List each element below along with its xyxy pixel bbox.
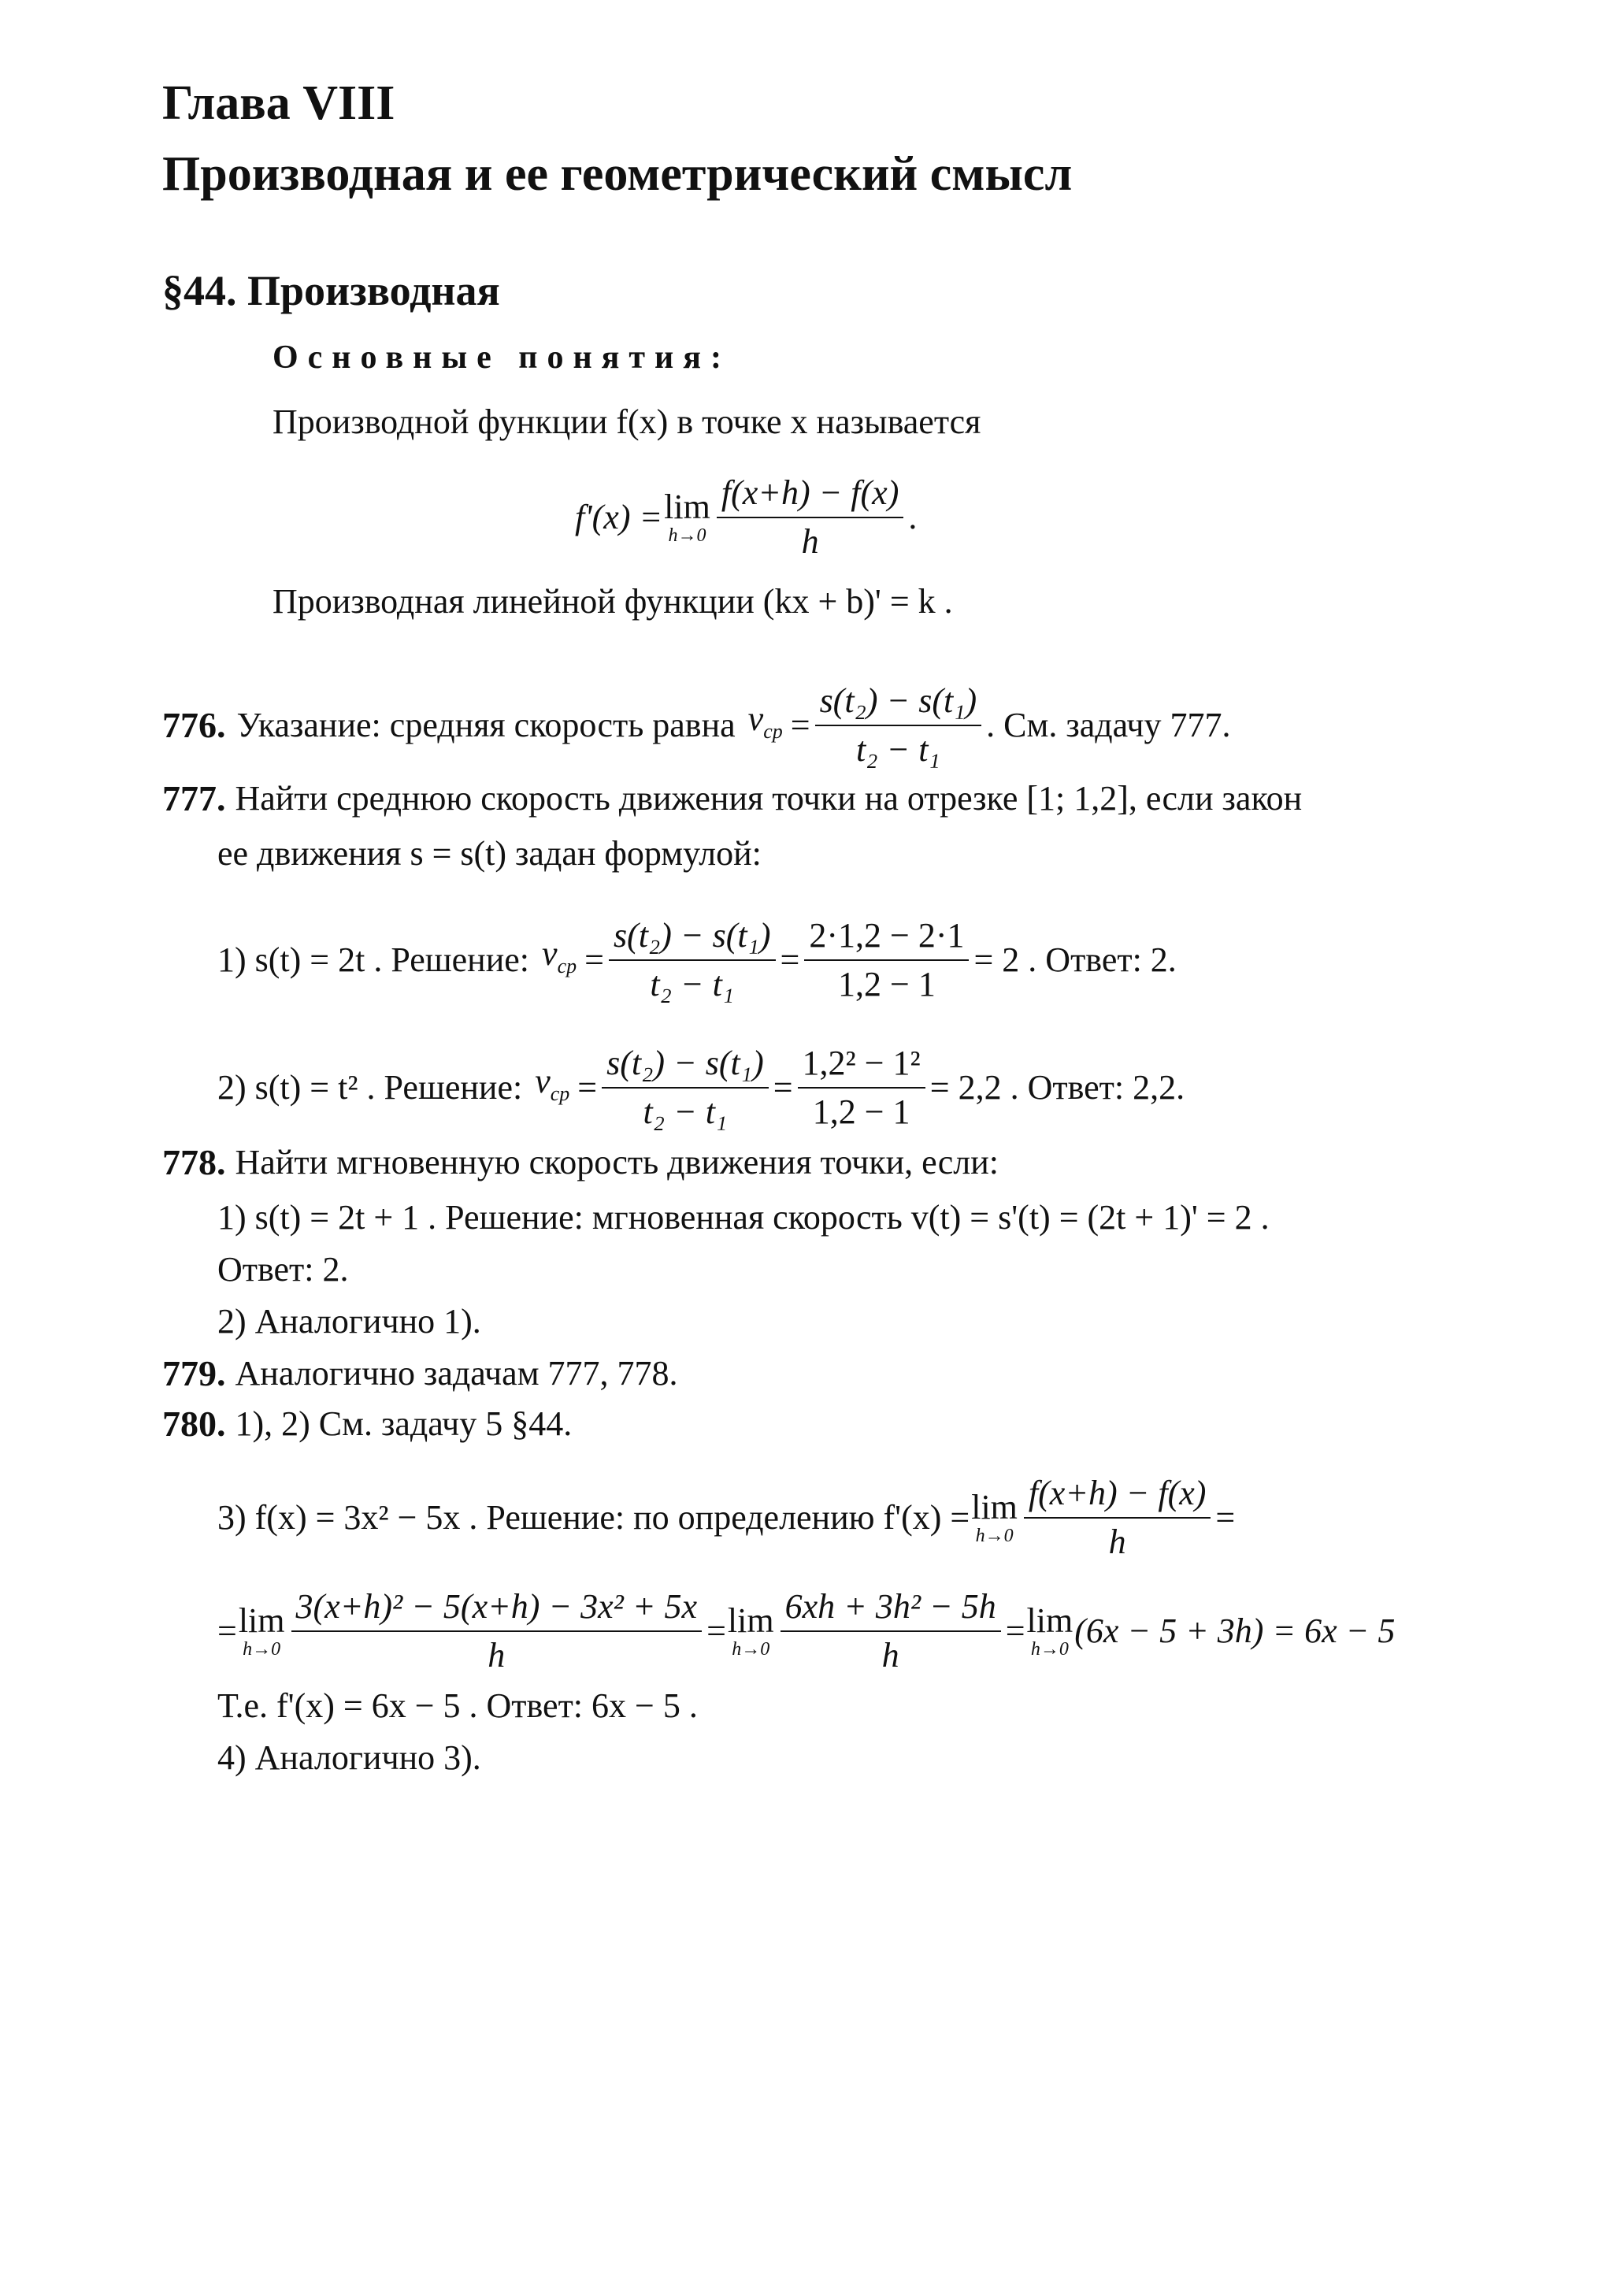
- lim-word: lim: [238, 1601, 285, 1640]
- problem-778-item-1-answer: Ответ: 2.: [217, 1250, 349, 1289]
- problem-780-conclusion: Т.е. f'(x) = 6x − 5 . Ответ: 6x − 5 .: [217, 1686, 698, 1725]
- fraction-numerator: f(x+h) − f(x): [1024, 1471, 1211, 1519]
- problem-778-item-1: 1) s(t) = 2t + 1 . Решение: мгновенная скорость v(t) = s'(t) = (2t + 1)' = 2 .: [217, 1198, 1270, 1237]
- fraction-general: [602, 1041, 769, 1134]
- problem-779: [162, 1352, 678, 1396]
- limit-operator: [664, 490, 710, 545]
- fraction-numerator: f(x+h) − f(x): [717, 471, 904, 518]
- chapter-label: Глава VIII: [162, 76, 395, 130]
- problem-780: [162, 1402, 572, 1446]
- problem-780-item-3: [217, 1471, 1235, 1564]
- problem-text: Найти среднюю скорость движения точки на отрезке [1; 1,2], если закон: [235, 779, 1303, 818]
- fraction-denominator: 1,2 − 1: [838, 965, 936, 1003]
- fraction-numerator: s(t₂) − s(t₁): [609, 914, 776, 961]
- fraction-denominator: h: [488, 1636, 506, 1675]
- limit-operator: [238, 1601, 285, 1660]
- equals-sign: =: [577, 1068, 598, 1107]
- lim-subscript: h→0: [732, 1639, 770, 1660]
- expanded-fraction: [291, 1585, 703, 1678]
- v-symbol: $v_{ср}$: [535, 1062, 570, 1105]
- limit-operator: [727, 1601, 774, 1660]
- problem-777-item-2: [217, 1041, 1185, 1134]
- equals-sign: =: [790, 706, 810, 744]
- derivative-definition-formula: [575, 471, 917, 564]
- limit-operator: [1026, 1601, 1073, 1660]
- problem-number: 776.: [162, 705, 226, 745]
- problem-780-limit-chain: [217, 1585, 1395, 1678]
- lim-word: lim: [664, 488, 710, 526]
- fraction-substituted: [804, 914, 969, 1007]
- problem-text: Аналогично задачам 777, 778.: [235, 1354, 678, 1393]
- problem-number: 778.: [162, 1142, 226, 1182]
- fraction-denominator: h: [801, 522, 819, 561]
- v-symbol: $v_{ср}$: [747, 699, 783, 743]
- v-symbol: $v_{ср}$: [542, 934, 577, 977]
- simplified-fraction: [781, 1585, 1001, 1678]
- problem-text: 1), 2) См. задачу 5 §44.: [235, 1404, 573, 1443]
- lim-word: lim: [971, 1488, 1018, 1526]
- fraction-denominator: h: [1108, 1523, 1126, 1561]
- item-suffix: = 2,2 . Ответ: 2,2.: [929, 1068, 1185, 1107]
- fraction-denominator: 1,2 − 1: [812, 1092, 910, 1131]
- definition-intro: Производной функции f(x) в точке x называется: [273, 402, 981, 441]
- definition-fraction: [717, 471, 904, 564]
- fraction-denominator: t₂ − t₁: [855, 730, 940, 769]
- definition-fraction: [1024, 1471, 1211, 1564]
- fraction-numerator: 2·1,2 − 2·1: [804, 914, 969, 961]
- equals-sign: =: [780, 940, 800, 979]
- problem-number: 777.: [162, 778, 226, 818]
- formula-period: .: [908, 498, 918, 536]
- lim-subscript: h→0: [1030, 1639, 1069, 1660]
- equals-sign: =: [584, 940, 604, 979]
- item-prefix: 2) s(t) = t² . Решение:: [217, 1068, 523, 1107]
- velocity-fraction: [815, 679, 982, 772]
- fraction-numerator: 1,2² − 1²: [798, 1041, 925, 1089]
- lim-word: lim: [1026, 1601, 1073, 1640]
- final-result: (6x − 5 + 3h) = 6x − 5: [1074, 1612, 1396, 1650]
- problem-777: [162, 777, 1302, 821]
- formula-lhs: f'(x) =: [575, 498, 663, 536]
- fraction-substituted: [798, 1041, 925, 1134]
- problem-text: Найти мгновенную скорость движения точки, если:: [235, 1143, 999, 1181]
- item-prefix: 3) f(x) = 3x² − 5x . Решение: по определению f'(x) =: [217, 1498, 970, 1537]
- fraction-numerator: s(t₂) − s(t₁): [815, 679, 982, 726]
- fraction-numerator: 3(x+h)² − 5(x+h) − 3x² + 5x: [291, 1585, 703, 1632]
- problem-text-end: . См. задачу 777.: [986, 706, 1231, 744]
- lim-subscript: h→0: [243, 1639, 281, 1660]
- fraction-denominator: t₂ − t₁: [643, 1092, 728, 1131]
- linear-derivative-rule: Производная линейной функции (kx + b)' = k .: [273, 582, 953, 621]
- fraction-general: [609, 914, 776, 1007]
- section-title: §44. Производная: [162, 267, 500, 314]
- equals-sign: =: [217, 1612, 237, 1650]
- fraction-denominator: t₂ − t₁: [650, 965, 735, 1003]
- equals-sign: =: [706, 1612, 726, 1650]
- problem-776: [162, 679, 1231, 772]
- item-prefix: 1) s(t) = 2t . Решение:: [217, 940, 530, 979]
- problem-text: Указание: средняя скорость равна: [236, 706, 736, 744]
- chapter-title: Производная и ее геометрический смысл: [162, 147, 1073, 201]
- lim-subscript: h→0: [668, 525, 706, 546]
- problem-number: 780.: [162, 1404, 226, 1444]
- fraction-numerator: 6xh + 3h² − 5h: [781, 1585, 1001, 1632]
- problem-778: [162, 1141, 999, 1185]
- equals-sign: =: [1215, 1498, 1236, 1537]
- lim-word: lim: [727, 1601, 774, 1640]
- equals-sign: =: [1005, 1612, 1025, 1650]
- fraction-numerator: s(t₂) − s(t₁): [602, 1041, 769, 1089]
- problem-778-item-2: 2) Аналогично 1).: [217, 1302, 481, 1341]
- lim-subscript: h→0: [975, 1526, 1014, 1546]
- problem-777-line2: ее движения s = s(t) задан формулой:: [217, 834, 762, 873]
- fraction-denominator: h: [881, 1636, 899, 1675]
- problem-number: 779.: [162, 1353, 226, 1393]
- problem-780-item-4: 4) Аналогично 3).: [217, 1738, 481, 1777]
- basics-label: Основные понятия:: [273, 339, 731, 376]
- equals-sign: =: [773, 1068, 793, 1107]
- item-suffix: = 2 . Ответ: 2.: [973, 940, 1177, 979]
- limit-operator: [971, 1490, 1018, 1545]
- problem-777-item-1: [217, 914, 1177, 1007]
